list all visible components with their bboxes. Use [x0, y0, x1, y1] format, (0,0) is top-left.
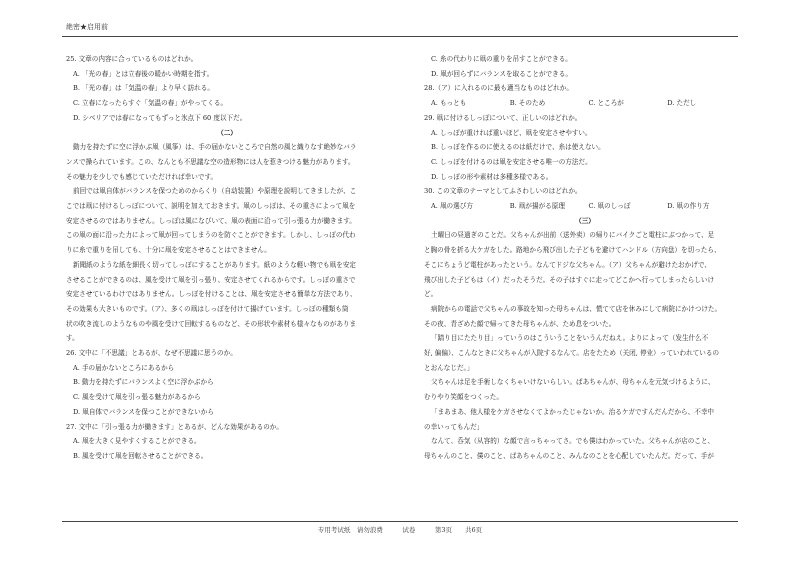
text-line: 「まあまあ、他人様をケガさせなくてよかったじゃないか。治るケガですんだんだから、不幸中 [431, 407, 715, 416]
text-line: 飛び出した子どもは（イ）だったそうだ。その子はすぐに走ってどこかへ行ってしまったらしいけ [424, 275, 715, 284]
text-line: なんて、呑気（从容的）な顔で言っちゃってさ。でも僕はわかっていた。父ちゃんが店のこと、 [431, 437, 715, 446]
option-item: C. 凧のしっぽ [588, 202, 631, 211]
option-row [424, 96, 746, 111]
text-line: 25. 文章の内容に合っているものはどれか。 [66, 55, 198, 63]
footer-text: 专用考试纸 请勿浪费 试卷 第3页 共6页 [317, 526, 483, 534]
text-line: 病院からの電話で父ちゃんの事故を知った母ちゃんは、慌てて店を休みにして病院にかけつけた。 [431, 304, 722, 313]
option-row [424, 199, 746, 214]
text-line: 父ちゃんは足を手術しなくちゃいけないらしい。ばあちゃんが、母ちゃんを元気づけるように、 [431, 378, 715, 387]
text-line: 安定させているわけではありません。しっぽを付けることは、凧を安定させる簡単な方法であり、 [66, 290, 357, 299]
text-line: D. 凧自体でバランスを保つことができないから [73, 407, 214, 416]
option-item: A. もっとも [431, 99, 467, 108]
text-line: 前回では凧自体がバランスを保つためのからくり（自动装置）や原理を説明してきましたが、こ [73, 187, 357, 196]
text-line: 好, 偏偏）、こんなときに父ちゃんが入院するなんて。店をたため（关闭, 停业）っていわれているの [424, 349, 720, 358]
option-item: C. ところが [588, 99, 624, 108]
text-line: 30. この文章のテーマとしてふさわしいのはどれか。 [424, 187, 582, 196]
text-line: させることができるのは、風を受けて凧を引っ張り、安定させてくれるからです。しっぽの重さで [66, 275, 356, 284]
text-line: A. しっぽが重ければ重いほど、凧を安定させやすい。 [431, 128, 592, 137]
text-line: 安定させるのではありません。しっぽは風になびいて、凧の表面に沿って引っ張る力が働きます。 [66, 216, 356, 225]
text-line: 母ちゃんのこと、僕のこと、ばあちゃんのこと、みんなのことを心配していたんだ。だって、手が [424, 451, 714, 460]
left-column [66, 52, 388, 464]
text-line: と胸の骨を折る大ケガをした。路地から飛び出した子どもを避けてハンドル（方向盘）を切ったら、 [424, 246, 721, 255]
text-line: す。 [66, 334, 79, 343]
text-line: この凧の面に沿った力によって凧が回ってしまうのを防ぐことができます。しかし、しっぽの代わ [66, 231, 356, 240]
text-line: 状の吹き流しのようなものや風を受けて回転するものなど、その形状や素材も様々なものがありま [66, 319, 357, 328]
text-line: ンスで操られています。この、なんとも不思議な空の造形物には人を惹きつける魅力があります。 [66, 157, 355, 166]
text-line: A. 「光の春」とは立春後の暖かい時期を指す。 [73, 69, 214, 78]
text-line: B. しっぽを作るのに使えるのは紙だけで、糸は使えない。 [431, 143, 605, 152]
text-line: とおんなじだ。」 [424, 363, 474, 372]
text-line: B. 風を受けて凧を回転させることができる。 [73, 451, 208, 460]
text-line: A. 凧を大きく見やすくすることができる。 [73, 437, 201, 446]
text-line: その魅力を少しでも感じていただければ幸いです。 [66, 172, 218, 181]
text-line: D. しっぽの形や素材は多種多様である。 [431, 172, 553, 181]
text-line: B. 「光の春」は「気温の春」より早く訪れる。 [73, 84, 214, 93]
text-line: 27. 文中に「引っ張る力が働きます」とあるが、どんな効果があるのか。 [66, 422, 283, 431]
header-title: 絶密★启用前 [66, 23, 108, 31]
text-line: の幸いってもんだ」 [424, 422, 484, 431]
text-line: C. 糸の代わりに凧の重りを吊すことができる。 [431, 55, 572, 63]
text-line: 「踏り目にたたり目」っていうのはこういうことをいうんだねえ。よりによって（发生什么不 [431, 334, 709, 343]
footer-rule [62, 521, 738, 522]
text-line: 新聞紙のような紙を細長く切ってしっぽにすることがあります。紙のような軽い物でも凧を安定 [73, 260, 357, 269]
text-line: D. シベリアでは春になってもずっと氷点下 60 度以下だ。 [73, 113, 247, 122]
text-line: 26. 文中に「不思議」とあるが、なぜ不思議に思うのか。 [66, 349, 237, 358]
option-item: B. 凧が揚がる原理 [509, 202, 565, 211]
text-line: （三） [575, 216, 595, 225]
text-line: 29. 凧に付けるしっぽについて、正しいのはどれか。 [424, 113, 582, 122]
text-line: そこにちょうど電柱があったという。なんてドジな父ちゃん。（ア）父ちゃんが避けたおかげで、 [424, 260, 711, 269]
option-item: A. 凧の選び方 [431, 202, 473, 211]
text-line: D. 凧が回らずにバランスを取ることができる。 [431, 69, 572, 78]
text-line: C. 風を受けて凧を引っ張る魅力があるから [73, 393, 201, 402]
text-line: こでは凧に付けるしっぽについて、説明を加えておきます。凧のしっぽは、その重さによって凧を [66, 202, 356, 211]
text-line: その効果も大きいものです。（ア）、多くの凧はしっぽを付けて揚げています。しっぽの種類も筒 [66, 304, 349, 313]
text-line: 動力を持たずに空に浮かぶ凧（風筝）は、手の届かないところで自然の風と織りなす絶妙なバラ [73, 143, 357, 152]
text-line: りに糸で重りを吊しても、十分に凧を安定させることはできません。 [66, 246, 271, 255]
option-item: D. 凧の作り方 [667, 202, 710, 211]
text-line: A. 手の届かないところにあるから [73, 363, 175, 372]
header-rule [62, 36, 738, 37]
text-line: （二） [217, 128, 237, 137]
text-line: 土曜日の昼過ぎのことだ。父ちゃんが出前（送外卖）の帰りにバイクごと電柱にぶつかって、足 [431, 231, 715, 240]
option-item: D. ただし [667, 99, 697, 108]
text-line: 28.（ア）に入れるのに最も適当なものはどれか。 [424, 84, 573, 93]
text-line: B. 動力を持たずにバランスよく空に浮かぶから [73, 378, 214, 387]
text-line: C. しっぽを付けるのは凧を安定させる唯一の方法だ。 [431, 157, 592, 166]
right-column [424, 52, 746, 464]
text-line: その夜、青ざめた顔で帰ってきた母ちゃんが、ため息をついた。 [424, 319, 616, 328]
text-line: ど。 [424, 290, 438, 299]
text-line: むりやり笑顔をつくった。 [424, 393, 503, 402]
option-item: B. そのため [509, 99, 546, 108]
text-line: C. 立春になったらすぐ「気温の春」がやってくる。 [73, 99, 228, 108]
